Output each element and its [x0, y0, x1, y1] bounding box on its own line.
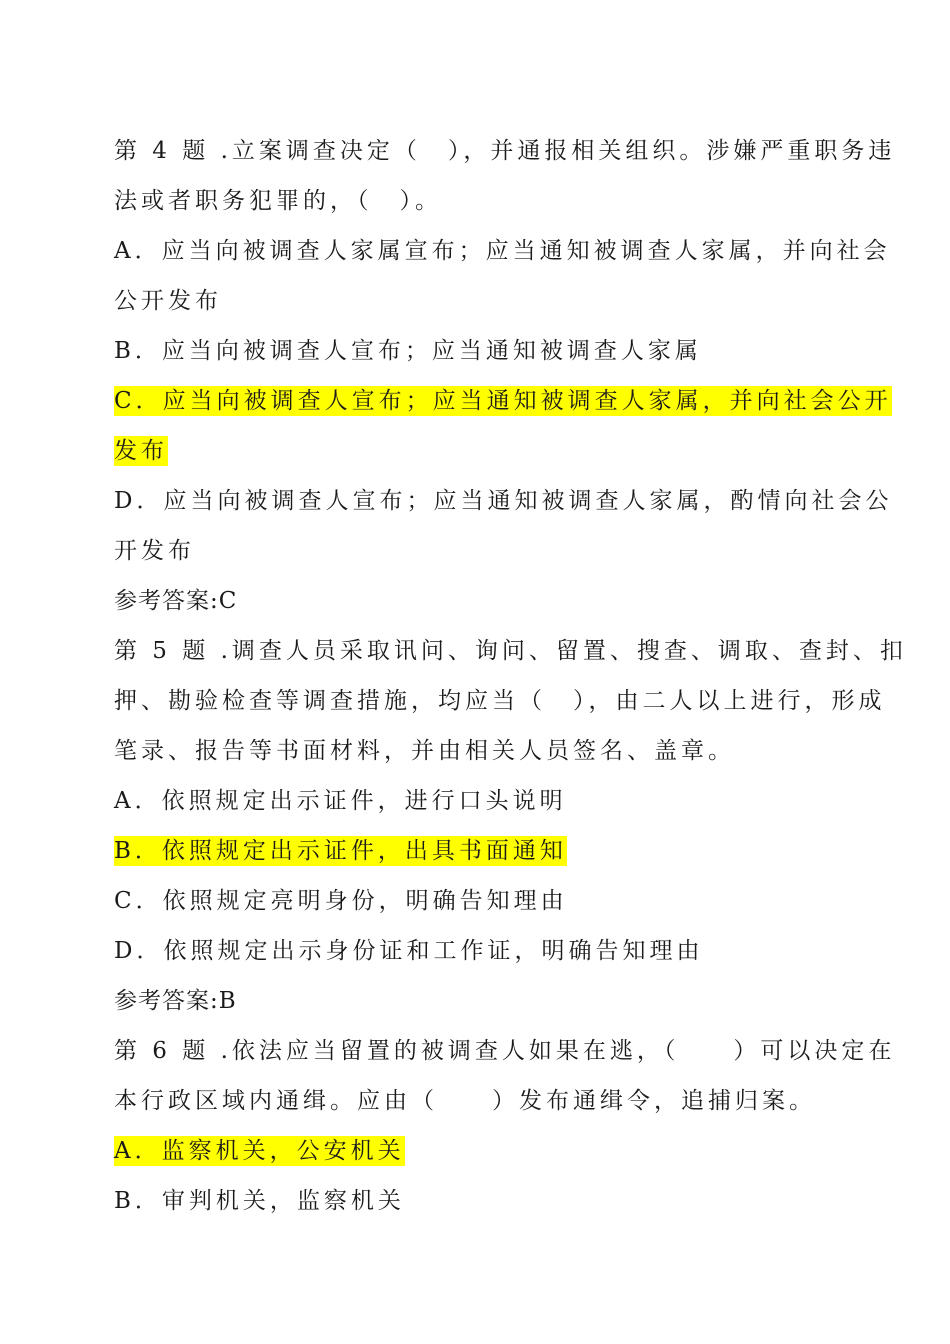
q4-option-a-line-2 [114, 276, 864, 326]
question-5-line-2 [114, 676, 886, 726]
highlighted-answer: 发布 [114, 438, 168, 464]
question-5-line-3 [114, 726, 864, 776]
text: 参考答案:B [114, 988, 237, 1014]
text: A．应当向被调查人家属宣布；应当通知被调查人家属，并向社会 [114, 238, 891, 264]
text: 参考答案:C [114, 588, 238, 614]
highlighted-answer: C．应当向被调查人宣布；应当通知被调查人家属，并向社会公开 [114, 388, 892, 414]
text: 第 4 题 .立案调查决定（ ），并通报相关组织。涉嫌严重职务违 [114, 138, 896, 164]
text: 本行政区域内通缉。应由（ ）发布通缉令，追捕归案。 [114, 1088, 816, 1114]
text: D．依照规定出示身份证和工作证，明确告知理由 [114, 938, 704, 964]
question-6-line-2 [114, 1076, 864, 1126]
text: 开发布 [114, 538, 195, 564]
question-6-line-1 [114, 1026, 896, 1076]
q5-reference-answer [114, 976, 864, 1026]
text: B．审判机关，监察机关 [114, 1188, 405, 1214]
text: C．依照规定亮明身份，明确告知理由 [114, 888, 568, 914]
document-page [114, 126, 907, 1226]
q5-option-b [114, 826, 864, 876]
q4-option-d-line-2 [114, 526, 864, 576]
text: 第 5 题 .调查人员采取讯问、询问、留置、搜查、调取、查封、扣 [114, 638, 907, 664]
q4-option-b [114, 326, 864, 376]
q5-option-c [114, 876, 864, 926]
highlighted-answer: B．依照规定出示证件，出具书面通知 [114, 838, 567, 864]
q5-option-a [114, 776, 864, 826]
text: B．应当向被调查人宣布；应当通知被调查人家属 [114, 338, 702, 364]
q4-reference-answer [114, 576, 864, 626]
text: A．依照规定出示证件，进行口头说明 [114, 788, 567, 814]
q4-option-a-line-1 [114, 226, 891, 276]
question-4-line-1 [114, 126, 896, 176]
q4-option-d-line-1 [114, 476, 893, 526]
q6-option-b [114, 1176, 864, 1226]
q5-option-d [114, 926, 864, 976]
highlighted-answer: A．监察机关，公安机关 [114, 1138, 405, 1164]
q4-option-c-line-1 [114, 376, 892, 426]
question-5-line-1 [114, 626, 907, 676]
text: 笔录、报告等书面材料，并由相关人员签名、盖章。 [114, 738, 735, 764]
text: D．应当向被调查人宣布；应当通知被调查人家属，酌情向社会公 [114, 488, 893, 514]
question-4-line-2 [114, 176, 864, 226]
text: 第 6 题 .依法应当留置的被调查人如果在逃，（ ）可以决定在 [114, 1038, 896, 1064]
text: 法或者职务犯罪的，（ ）。 [114, 188, 442, 214]
q6-option-a [114, 1126, 864, 1176]
text: 押、勘验检查等调查措施，均应当（ ），由二人以上进行，形成 [114, 688, 886, 714]
q4-option-c-line-2 [114, 426, 864, 476]
text: 公开发布 [114, 288, 222, 314]
